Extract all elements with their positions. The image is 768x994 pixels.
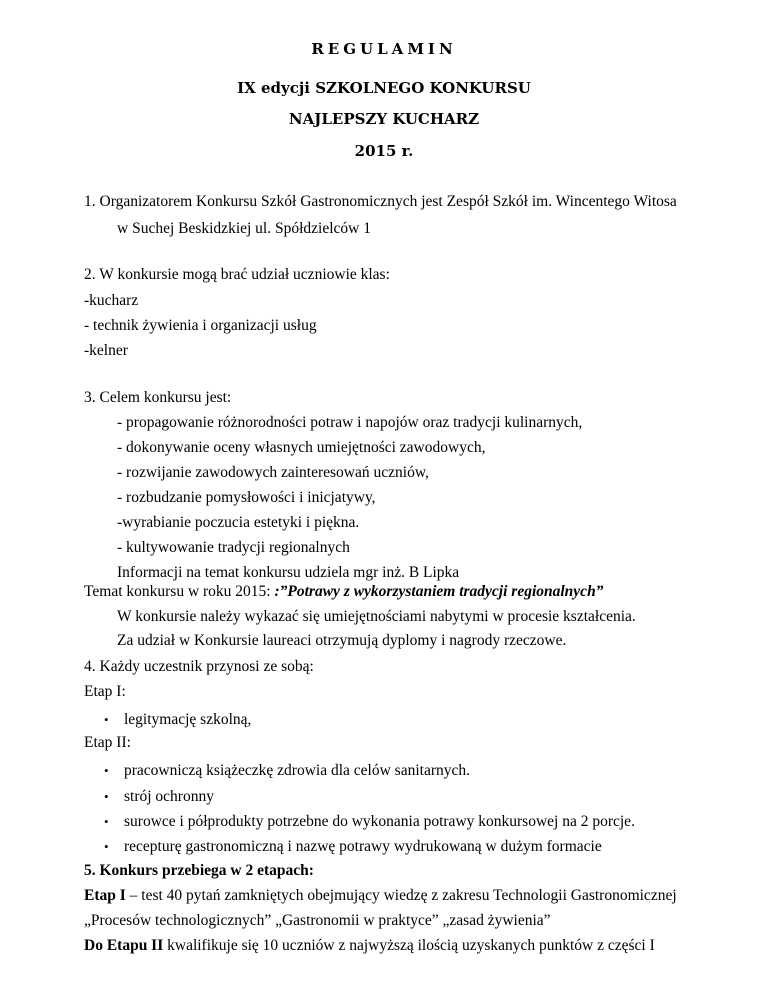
section-3-goal: - propagowanie różnorodności potraw i napojów oraz tradycji kulinarnych, bbox=[117, 414, 583, 431]
bullet-icon: • bbox=[104, 763, 109, 778]
doc-title: REGULAMIN bbox=[311, 40, 457, 58]
section-3-goal: - kultywowanie tradycji regionalnych bbox=[117, 539, 350, 556]
bullet-item bbox=[104, 763, 470, 779]
doc-year: 2015 r. bbox=[354, 142, 414, 160]
bullet-item-text: strój ochronny bbox=[124, 788, 214, 805]
section-3-skills: W konkursie należy wykazać się umiejętnościami nabytymi w procesie kształcenia. bbox=[117, 608, 636, 625]
stage-1-text: – test 40 pytań zamkniętych obejmujący wiedzę z zakresu Technologii Gastronomicznej bbox=[125, 887, 677, 904]
section-3-info: Informacji na temat konkursu udziela mgr inż. B Lipka bbox=[117, 564, 460, 581]
stage-2-label: Etap II: bbox=[84, 734, 131, 751]
bullet-icon: • bbox=[104, 712, 109, 727]
contest-theme-label: Temat konkursu w roku 2015: bbox=[84, 583, 275, 600]
stage-1-label: Etap I: bbox=[84, 683, 126, 700]
section-3-heading: 3. Celem konkursu jest: bbox=[84, 389, 232, 406]
section-5-stage-2 bbox=[84, 938, 655, 954]
section-2-item: -kelner bbox=[84, 342, 128, 359]
section-3-goal: -wyrabianie poczucia estetyki i piękna. bbox=[117, 514, 360, 531]
bullet-item-text: legitymację szkolną, bbox=[124, 711, 252, 728]
bullet-item bbox=[104, 839, 602, 855]
bullet-item bbox=[104, 814, 635, 830]
stage-1-bold: Etap I bbox=[84, 887, 126, 904]
section-3-awards: Za udział w Konkursie laureaci otrzymują dyplomy i nagrody rzeczowe. bbox=[117, 632, 567, 649]
bullet-icon: • bbox=[104, 814, 109, 829]
section-3-goal: - rozwijanie zawodowych zainteresowań uczniów, bbox=[117, 464, 429, 481]
contest-theme bbox=[84, 584, 603, 600]
section-5-stage-1-cont: „Procesów technologicznych” „Gastronomii w praktyce” „zasad żywienia” bbox=[84, 912, 551, 929]
bullet-icon: • bbox=[104, 839, 109, 854]
bullet-icon: • bbox=[104, 789, 109, 804]
bullet-item bbox=[104, 789, 214, 805]
stage-2-bold: Do Etapu II bbox=[84, 937, 164, 954]
section-3-goal: - dokonywanie oceny własnych umiejętności zawodowych, bbox=[117, 439, 486, 456]
section-2-item: -kucharz bbox=[84, 292, 139, 309]
section-2-heading: 2. W konkursie mogą brać udział uczniowie klas: bbox=[84, 266, 390, 283]
bullet-item bbox=[104, 712, 251, 728]
bullet-item-text: recepturę gastronomiczną i nazwę potrawy wydrukowaną w dużym formacie bbox=[124, 838, 602, 855]
section-5-heading: 5. Konkurs przebiega w 2 etapach: bbox=[84, 862, 314, 879]
doc-edition: IX edycji SZKOLNEGO KONKURSU bbox=[237, 79, 531, 97]
bullet-item-text: surowce i półprodukty potrzebne do wykonania potrawy konkursowej na 2 porcje. bbox=[124, 813, 635, 830]
section-1-line-2: w Suchej Beskidzkiej ul. Spółdzielców 1 bbox=[117, 220, 371, 237]
bullet-item-text: pracowniczą książeczkę zdrowia dla celów sanitarnych. bbox=[124, 762, 470, 779]
doc-subtitle: NAJLEPSZY KUCHARZ bbox=[288, 110, 480, 128]
contest-theme-value: :”Potrawy z wykorzystaniem tradycji regionalnych” bbox=[274, 583, 604, 600]
section-5-stage-1 bbox=[84, 888, 677, 904]
section-2-item: - technik żywienia i organizacji usług bbox=[84, 317, 317, 334]
section-3-goal: - rozbudzanie pomysłowości i inicjatywy, bbox=[117, 489, 376, 506]
stage-2-text: kwalifikuje się 10 uczniów z najwyższą ilością uzyskanych punktów z części I bbox=[163, 937, 655, 954]
section-1-line-1: 1. Organizatorem Konkursu Szkół Gastronomicznych jest Zespół Szkół im. Wincentego Witosa bbox=[84, 193, 677, 210]
section-4-heading: 4. Każdy uczestnik przynosi ze sobą: bbox=[84, 658, 314, 675]
